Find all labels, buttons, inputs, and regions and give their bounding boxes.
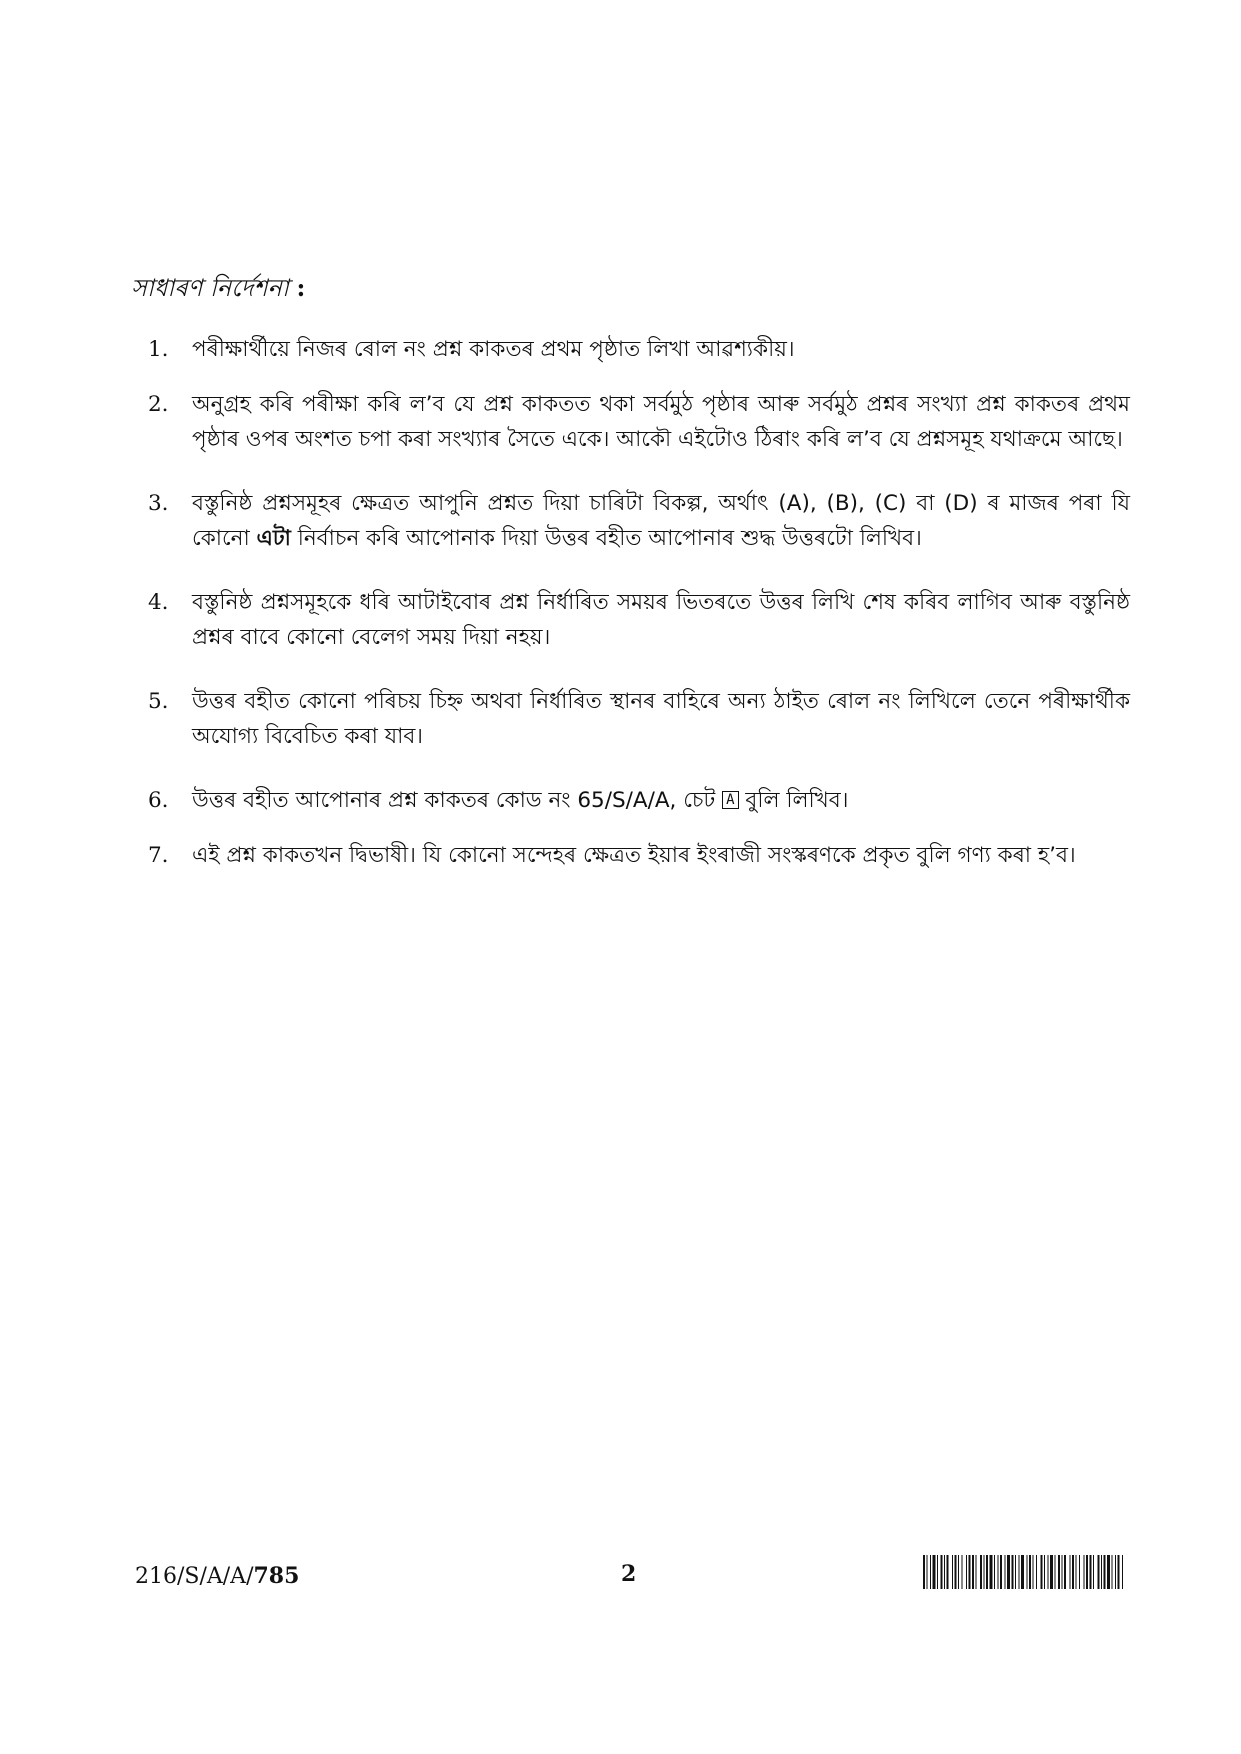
paper-code	[135, 1563, 299, 1589]
page-number: 2	[621, 1561, 637, 1587]
instruction-text-start: বস্তুনিষ্ঠ প্ৰশ্নসমূহৰ ক্ষেত্ৰত আপুনি প্ৰশ্নত দিয়া চাৰিটা বিকল্প, অৰ্থাৎ (A), (B), (C) বা (D) ৰ মাজৰ পৰা যি কোনো	[192, 491, 1130, 551]
instruction-text-bold: এটা	[256, 526, 291, 551]
instruction-text: অনুগ্ৰহ কৰি পৰীক্ষা কৰি ল’ব যে প্ৰশ্ন কাকতত থকা সৰ্বমুঠ পৃষ্ঠাৰ আৰু সৰ্বমুঠ প্ৰশ্নৰ সংখ্যা প্ৰশ্ন কাকতৰ প্ৰথম পৃষ্ঠাৰ ওপৰ অংশত চপা কৰা সংখ্যাৰ সৈতে একে। আকৌ এইটোও ঠিৰাং কৰি ল’ব যে প্ৰশ্নসমূহ যথাক্ৰমে আছে।	[192, 392, 1130, 452]
heading-text: সাধাৰণ নির্দেশনা	[131, 274, 289, 302]
instruction-text: বস্তুনিষ্ঠ প্ৰশ্নসমূহকে ধৰি আটাইবোৰ প্ৰশ্ন নিৰ্ধাৰিত সময়ৰ ভিতৰতে উত্তৰ লিখি শেষ কৰিব লাগিব আৰু বস্তুনিষ্ঠ প্ৰশ্নৰ বাবে কোনো বেলেগ সময় দিয়া নহয়।	[192, 590, 1130, 650]
instruction-item-5	[148, 684, 1130, 754]
instruction-text-end: বুলি লিখিব।	[738, 788, 849, 813]
instruction-item-4	[148, 585, 1130, 655]
instruction-number: 7.	[148, 843, 169, 868]
heading-colon: :	[296, 273, 306, 302]
barcode-icon	[923, 1555, 1123, 1589]
instruction-item-1	[148, 332, 1130, 367]
instructions-heading	[131, 270, 305, 310]
instruction-item-3	[148, 486, 1130, 556]
instruction-item-6	[148, 783, 1130, 818]
paper-code-prefix: 216/S/A/A/	[135, 1564, 254, 1589]
instructions-list	[148, 332, 1130, 873]
instruction-text: উত্তৰ বহীত কোনো পৰিচয় চিহ্ন অথবা নিৰ্ধাৰিত স্থানৰ বাহিৰে অন্য ঠাইত ৰোল নং লিখিলে তেনে পৰীক্ষাৰ্থীক অযোগ্য বিবেচিত কৰা যাব।	[192, 689, 1130, 749]
instruction-number: 4.	[148, 590, 169, 615]
instruction-number: 2.	[148, 392, 169, 417]
instruction-text-start: উত্তৰ বহীত আপোনাৰ প্ৰশ্ন কাকতৰ কোড নং 65/S/A/A, চেট	[192, 788, 723, 813]
instruction-text: পৰীক্ষাৰ্থীয়ে নিজৰ ৰোল নং প্ৰশ্ন কাকতৰ প্ৰথম পৃষ্ঠাত লিখা আৱশ্যকীয়।	[192, 337, 795, 362]
instruction-number: 3.	[148, 491, 169, 516]
instruction-number: 6.	[148, 788, 169, 813]
instruction-item-2	[148, 387, 1130, 457]
instruction-number: 1.	[148, 337, 169, 362]
set-letter-box: A	[722, 791, 738, 809]
instruction-item-7	[148, 838, 1130, 873]
instruction-number: 5.	[148, 689, 169, 714]
paper-code-number: 785	[253, 1563, 300, 1589]
instruction-text: এই প্ৰশ্ন কাকতখন দ্বিভাষী। যি কোনো সন্দেহৰ ক্ষেত্ৰত ইয়াৰ ইংৰাজী সংস্কৰণকে প্ৰকৃত বুলি গণ্য কৰা হ’ব।	[192, 843, 1076, 868]
instruction-text-end: নিৰ্বাচন কৰি আপোনাক দিয়া উত্তৰ বহীত আপোনাৰ শুদ্ধ উত্তৰটো লিখিব।	[290, 526, 922, 551]
